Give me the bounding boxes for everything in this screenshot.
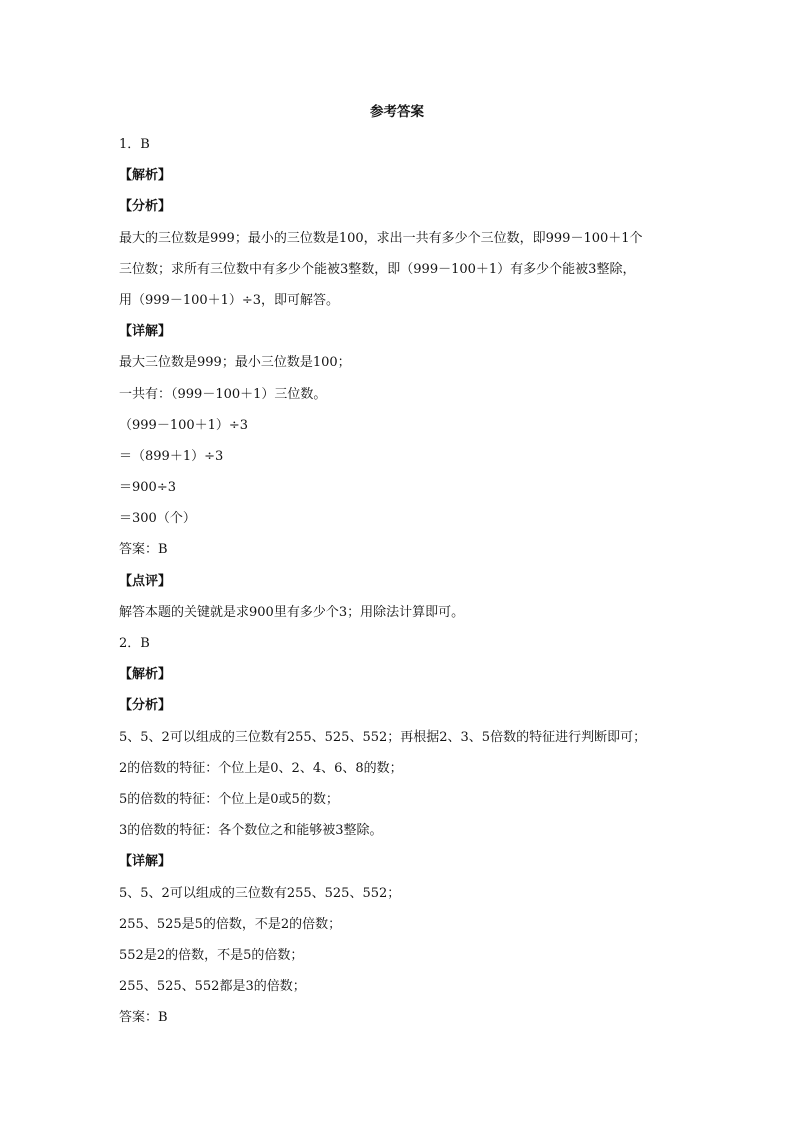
q1-dianping-line: 解答本题的关键就是求900里有多少个3；用除法计算即可。 xyxy=(119,604,465,620)
q1-jiexi-heading: 【解析】 xyxy=(119,168,172,184)
page-title: 参考答案 xyxy=(370,104,424,120)
q2-fenxi-line: 2的倍数的特征：个位上是0、2、4、6、8的数； xyxy=(119,760,403,776)
q1-xiangjie-line: ＝300（个） xyxy=(119,511,196,527)
q1-fenxi-heading: 【分析】 xyxy=(119,199,172,215)
q2-xiangjie-line: 552是2的倍数，不是5的倍数； xyxy=(119,947,304,963)
q1-xiangjie-line: （999－100＋1）÷3 xyxy=(119,417,249,433)
q1-dianping-heading: 【点评】 xyxy=(119,573,172,589)
q1-answer: 1．B xyxy=(119,137,150,152)
q1-xiangjie-line: 一共有：（999－100＋1）三位数。 xyxy=(119,386,327,402)
q2-fenxi-heading: 【分析】 xyxy=(119,698,172,714)
q1-fenxi-line: 三位数；求所有三位数中有多少个能被3整数，即（999－100＋1）有多少个能被3整除， xyxy=(119,261,636,277)
q1-fenxi-line: 用（999－100＋1）÷3，即可解答。 xyxy=(119,292,340,308)
q2-xiangjie-heading: 【详解】 xyxy=(119,854,172,870)
q1-xiangjie-line: ＝（899＋1）÷3 xyxy=(119,448,224,464)
q2-answer: 2．B xyxy=(119,636,150,651)
answer-content xyxy=(119,132,679,1036)
q1-xiangjie-line: 最大三位数是999；最小三位数是100； xyxy=(119,355,351,371)
q2-xiangjie-line: 255、525、552都是3的倍数； xyxy=(119,979,306,995)
q2-fenxi-line: 3的倍数的特征：各个数位之和能够被3整除。 xyxy=(119,823,383,839)
q1-fenxi-line: 最大的三位数是999；最小的三位数是100，求出一共有多少个三位数，即999－100＋1个 xyxy=(119,230,643,246)
q1-xiangjie-line: 答案：B xyxy=(119,542,168,558)
q1-xiangjie-heading: 【详解】 xyxy=(119,324,172,340)
q2-fenxi-line: 5的倍数的特征：个位上是0或5的数； xyxy=(119,791,339,807)
q2-xiangjie-line: 答案：B xyxy=(119,1010,168,1026)
q2-jiexi-heading: 【解析】 xyxy=(119,667,172,683)
q2-fenxi-line: 5、5、2可以组成的三位数有255、525、552；再根据2、3、5倍数的特征进行判断即可； xyxy=(119,729,647,745)
q2-xiangjie-line: 255、525是5的倍数，不是2的倍数； xyxy=(119,916,342,932)
q2-xiangjie-line: 5、5、2可以组成的三位数有255、525、552； xyxy=(119,885,401,901)
q1-xiangjie-line: ＝900÷3 xyxy=(119,480,176,496)
